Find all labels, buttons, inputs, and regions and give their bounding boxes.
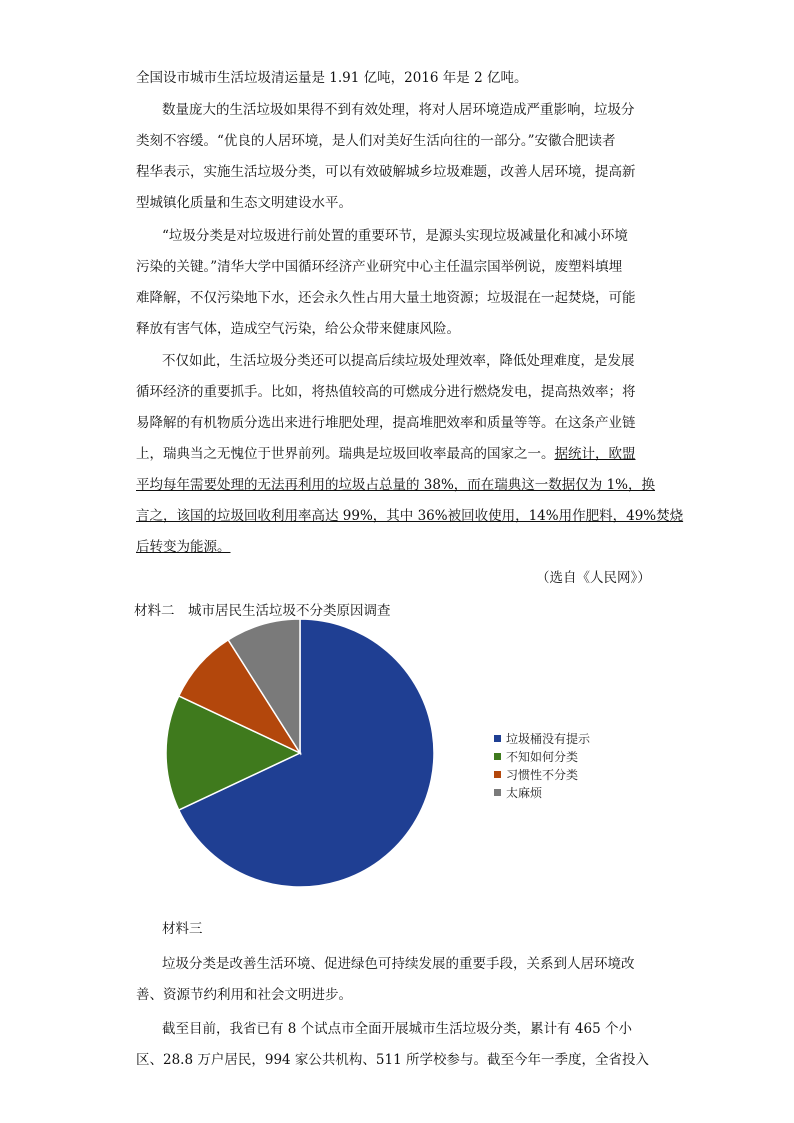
source-citation: （选自《人民网》）	[536, 570, 651, 586]
paragraph-line: “垃圾分类是对垃圾进行前处置的重要环节，是源头实现垃圾减量化和减小环境	[162, 228, 628, 244]
paragraph-line: 全国设市城市生活垃圾清运量是 1.91 亿吨，2016 年是 2 亿吨。	[136, 70, 528, 86]
paragraph-line: 型城镇化质量和生态文明建设水平。	[136, 195, 352, 211]
paragraph-line: 垃圾分类是改善生活环境、促进绿色可持续发展的重要手段，关系到人居环境改	[162, 956, 635, 972]
pie-chart	[160, 603, 640, 903]
legend-swatch	[494, 789, 501, 796]
legend-label: 不知如何分类	[506, 750, 579, 764]
paragraph-line: 截至目前，我省已有 8 个试点市全面开展城市生活垃圾分类，累计有 465 个小	[162, 1021, 633, 1037]
legend-swatch	[494, 735, 501, 742]
legend-swatch	[494, 771, 501, 778]
legend-label: 垃圾桶没有提示	[506, 732, 591, 746]
paragraph-line: 区、28.8 万户居民，994 家公共机构、511 所学校参与。截至今年一季度，全省投入	[136, 1052, 649, 1068]
paragraph-line: 善、资源节约利用和社会文明进步。	[136, 987, 352, 1003]
paragraph-line: 污染的关键。”清华大学中国循环经济产业研究中心主任温宗国举例说，废塑料填埋	[136, 259, 623, 275]
paragraph-line: 程华表示，实施生活垃圾分类，可以有效破解城乡垃圾难题，改善人居环境，提高新	[136, 164, 636, 180]
paragraph-line: 不仅如此，生活垃圾分类还可以提高后续垃圾处理效率，降低处理难度，是发展	[162, 353, 635, 369]
paragraph-line: 言之，该国的垃圾回收利用率高达 99%，其中 36%被回收使用，14%用作肥料，49%焚烧	[136, 508, 684, 524]
paragraph-line: 数量庞大的生活垃圾如果得不到有效处理，将对人居环境造成严重影响，垃圾分	[162, 102, 635, 118]
paragraph-line: 释放有害气体，造成空气污染，给公众带来健康风险。	[136, 321, 460, 337]
paragraph-line: 上，瑞典当之无愧位于世界前列。瑞典是垃圾回收率最高的国家之一。据统计，欧盟	[136, 446, 636, 462]
legend-label: 习惯性不分类	[506, 768, 579, 782]
paragraph-line: 循环经济的重要抓手。比如，将热值较高的可燃成分进行燃烧发电，提高热效率；将	[136, 384, 636, 400]
paragraph-line: 平均每年需要处理的无法再利用的垃圾占总量的 38%，而在瑞典这一数据仅为 1%，换	[136, 477, 656, 493]
paragraph-line: 难降解，不仅污染地下水，还会永久性占用大量土地资源；垃圾混在一起焚烧，可能	[136, 290, 636, 306]
legend-label: 太麻烦	[506, 786, 543, 800]
legend-swatch	[494, 753, 501, 760]
paragraph-line: 类刻不容缓。“优良的人居环境，是人们对美好生活向往的一部分。”安徽合肥读者	[136, 133, 616, 149]
material2-title: 材料二 城市居民生活垃圾不分类原因调查	[134, 603, 391, 619]
paragraph-line: 易降解的有机物质分选出来进行堆肥处理，提高堆肥效率和质量等等。在这条产业链	[136, 415, 636, 431]
material3-title: 材料三	[162, 921, 203, 937]
paragraph-line: 后转变为能源。	[136, 539, 231, 555]
